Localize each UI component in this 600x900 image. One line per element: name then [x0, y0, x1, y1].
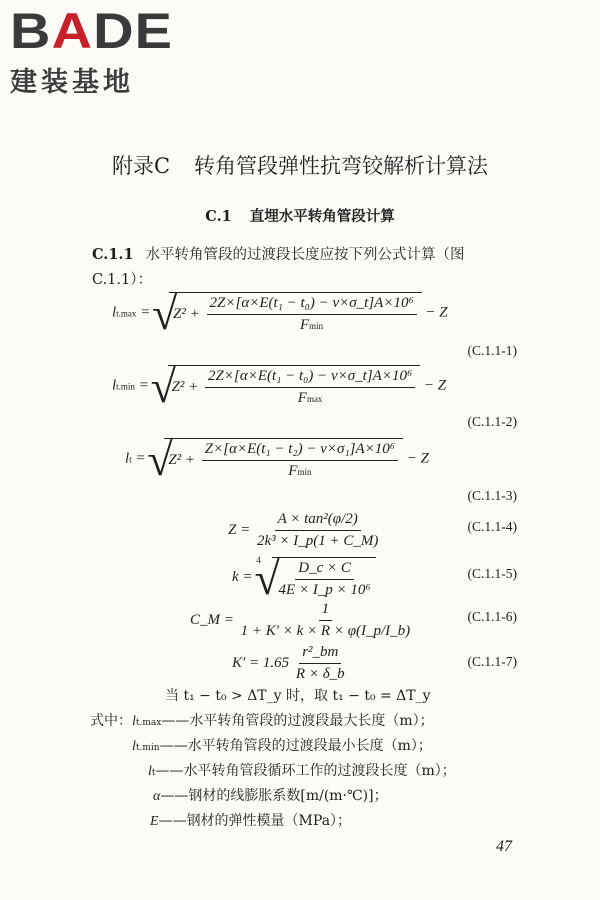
- appendix-heading: 转角管段弹性抗弯铰解析计算法: [194, 154, 489, 178]
- definition-row: E——钢材的弹性模量（MPa）；: [150, 813, 352, 829]
- definition-row: lt——水平转角管段循环工作的过渡段长度（m）；: [148, 763, 456, 779]
- condition-note: 当 t₁ − t₀ > ΔT_y 时，取 t₁ − t₀ = ΔT_y: [165, 688, 431, 704]
- equation-c114: Z = $\frac{\text{A × tan²(φ/2)}}{\text{2k³ × I\_p(1 + C\_M)}}$: [228, 511, 379, 549]
- logo-wordmark: BADE: [10, 3, 174, 59]
- equation-number: (C.1.1-6): [467, 609, 517, 624]
- section-number: C.1: [205, 208, 232, 225]
- equation-c117: K′ = 1.65 $\frac{\text{r²\_bm}}{R \times \delta\_b}$: [232, 644, 345, 682]
- equation-number: (C.1.1-4): [467, 519, 517, 534]
- equation-c116: C_M = $\frac{1}{1 + K' \times k \times R \times \varphi(I\_p/I\_b)}$: [190, 601, 411, 639]
- equation-c115: k = $^4$ √ $\frac{D\_c \times C}{\text{4E × I\_p × 10⁶}}$: [232, 555, 376, 599]
- appendix-title: [0, 150, 600, 180]
- brand-logo: [10, 4, 180, 99]
- equation-number: (C.1.1-7): [467, 654, 517, 669]
- equation-c111: lt.max = √ Z² + $\frac{\text{2Z×[α×E(t₁ − t₀) − ν×σ\_t]A×10⁶}}{Fmin}$ − Z: [112, 292, 448, 334]
- equation-number: (C.1.1-2): [467, 414, 517, 429]
- logo-subtitle: 建装基地: [10, 67, 134, 98]
- clause-text: 水平转角管段的过渡段长度应按下列公式计算（图C.1.1）：: [92, 247, 465, 288]
- equation-number: (C.1.1-3): [467, 488, 517, 503]
- appendix-label: 附录C: [111, 154, 171, 178]
- equation-c112: lt.min = √ Z² + $\frac{\text{2Z×[α×E(t₁ − t₀) − ν×σ\_t]A×10⁶}}{Fmax}$ − Z: [112, 365, 446, 407]
- equation-number: (C.1.1-1): [467, 343, 517, 358]
- definition-row: lt.min——水平转角管段的过渡段最小长度（m）；: [132, 738, 432, 754]
- section-title: [0, 205, 600, 226]
- definition-row: 式中：lt.max——水平转角管段的过渡段最大长度（m）；: [90, 713, 434, 729]
- equation-c113: lt = √ Z² + $\frac{\text{Z×[α×E(t₁ − t₂) − ν×σ₁]A×10⁶}}{Fmin}$ − Z: [125, 438, 429, 480]
- clause-number: C.1.1: [92, 246, 134, 263]
- equation-number: (C.1.1-5): [467, 566, 517, 581]
- section-heading: 直埋水平转角管段计算: [249, 208, 395, 225]
- definition-row: α——钢材的线膨胀系数[m/(m·℃)]；: [153, 788, 388, 804]
- page-number: 47: [496, 838, 512, 855]
